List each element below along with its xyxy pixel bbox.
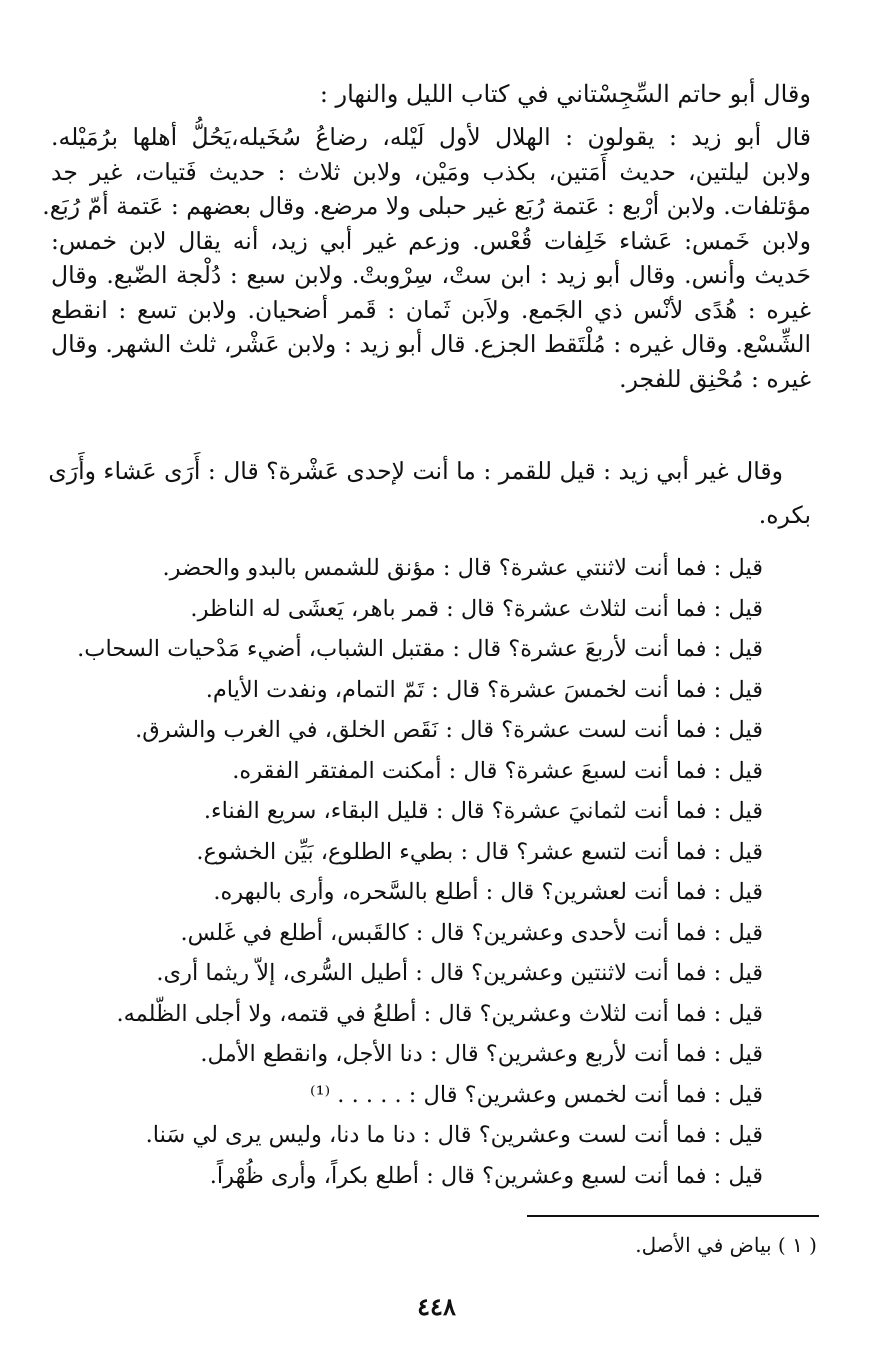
dialogue-line: قيل : فما أنت لثمانيَ عشرة؟ قال : قليل البقاء، سريع الفناء. [203, 798, 763, 824]
text-line: حَديث وأنس. وقال أبو زيد : ابن ستْ، سِرْوبتْ. ولابن سبع : دُلْجة الضّبع. وقال [51, 261, 811, 289]
text-line: غيره : مُحْنِق للفجر. [619, 364, 811, 393]
page-number: ٤٤٨ [417, 1292, 456, 1321]
dialogue-line: قيل : فما أنت لأربعَ عشرة؟ قال : مقتبل الشباب، أضيء مَدْحيات السحاب. [77, 636, 763, 662]
text-line: ولابن خَمس: عَشاء خَلِفات قُعْس. وزعم غير أبي زيد، أنه يقال لابن خمس: [51, 226, 811, 255]
dialogue-line: قيل : فما أنت لسبع وعشرين؟ قال : أطلع بكراً، وأرى ظُهْراً. [209, 1162, 763, 1189]
text-line: مؤتلفات. ولابن أرْبع : عَتمة رُبَع غير حبلى ولا مرضع. وقال بعضهم : عَتمة أمّ رُبَع. [42, 192, 811, 220]
text-line: الشِّسْع. وقال غيره : مُلْتَقط الجزع. قال أبو زيد : ولابن عَشْر، ثلث الشهر. وقال [51, 330, 811, 358]
footnote-divider [527, 1215, 819, 1217]
dialogue-line: قيل : فما أنت لخمسَ عشرة؟ قال : تَمّ التمام، ونفدت الأيام. [205, 676, 763, 703]
dialogue-line: قيل : فما أنت لست عشرة؟ قال : نَقَص الخلق، في الغرب والشرق. [135, 717, 763, 743]
dialogue-line: قيل : فما أنت لاثنتي عشرة؟ قال : مؤنق للشمس بالبدو والحضر. [162, 555, 763, 581]
dialogue-line: قيل : فما أنت لثلاث عشرة؟ قال : قمر باهر، يَعشَى له الناظر. [190, 595, 763, 622]
text-line: غيره : هُدًى لأنْس ذي الجَمع. ولاَبن ثَمان : قَمر أضحيان. ولابن تسع : انقطع [51, 295, 811, 324]
dialogue-line: قيل : فما أنت لأحدى وعشرين؟ قال : كالقَبس، أطلع في غَلس. [180, 919, 763, 946]
dialogue-line: قيل : فما أنت لأربع وعشرين؟ قال : دنا الأجل، وانقطع الأمل. [200, 1041, 763, 1067]
footnote: ( ١ ) بياض في الأصل. [635, 1233, 817, 1257]
text-line: وقال غير أبي زيد : قيل للقمر : ما أنت لإحدى عَشْرة؟ قال : أَرَى عَشاء وأَرَى [48, 457, 783, 485]
dialogue-line: قيل : فما أنت لسبعَ عشرة؟ قال : أمكنت المفتقر الفقره. [232, 757, 763, 784]
intro-line: وقال أبو حاتم السِّجِسْتاني في كتاب الليل والنهار : [319, 80, 811, 108]
paragraph-abu-zayd [42, 120, 811, 396]
text-line: قال أبو زيد : يقولون : الهلال لأول لَيْله، رضاعُ سُخَيله،يَحُلُّ أهلها برُمَيْله. [51, 123, 811, 151]
dialogue-line: قيل : فما أنت لتسع عشر؟ قال : بطيء الطلوع، بَيِّن الخشوع. [196, 838, 763, 865]
dialogue-line: قيل : فما أنت لثلاث وعشرين؟ قال : أطلعُ في قتمه، ولا أجلى الظّلمه. [116, 1000, 763, 1027]
moon-dialogue-list [63, 548, 763, 1196]
dialogue-line: قيل : فما أنت لست وعشرين؟ قال : دنا ما دنا، وليس يرى لي سَنا. [145, 1122, 763, 1148]
dialogue-line: قيل : فما أنت لخمس وعشرين؟ قال : . . . . . ⁽¹⁾ [310, 1081, 763, 1108]
dialogue-line: قيل : فما أنت لاثنتين وعشرين؟ قال : أطيل السُّرى، إلاّ ريثما أرى. [156, 960, 763, 986]
paragraph-moon-question [48, 449, 811, 537]
dialogue-line: قيل : فما أنت لعشرين؟ قال : أطلع بالسَّحره، وأرى بالبهره. [213, 879, 763, 905]
text-line: بكره. [758, 501, 811, 529]
text-line: ولابن ليلتين، حديث أَمَتين، بكذب ومَيْن، ولابن ثلاث : حديث فَتيات، غير جد [51, 157, 811, 186]
